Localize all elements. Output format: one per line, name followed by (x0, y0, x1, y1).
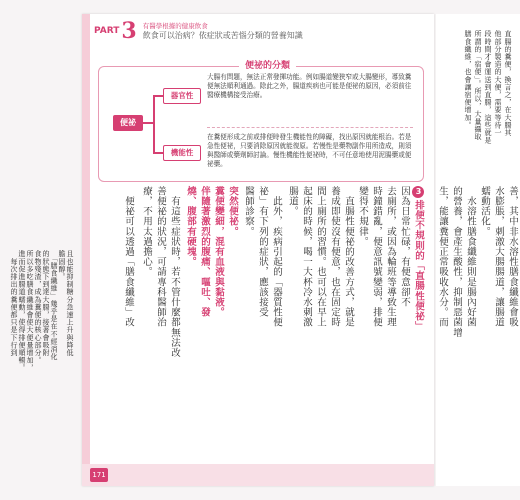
page-bottom-band (82, 464, 434, 486)
body-column: 因為日常忙碌，有便意卻不 (399, 186, 410, 308)
body-column: 進而促進腸道蠕動，使得排便順暢。 (18, 250, 26, 372)
body-column: 每次排出的糞便都只是下行到 (10, 250, 18, 357)
tree-connector (153, 95, 155, 153)
symptom-bullet: 突然便祕。 (227, 186, 238, 237)
chapter-subtitle: 有醫學根據的健康飲食 (142, 22, 208, 30)
body-column: 所以多吃膳食纖維會使大便量增加， (26, 250, 34, 372)
body-column: 間上廁所的習慣。也可以在早上 (315, 186, 326, 328)
body-column: 的狀態下到達大腸，接著會吸附 (42, 250, 50, 357)
book-page (82, 14, 434, 486)
body-column: 此外，疾病引起的「器質性便 (271, 186, 282, 328)
body-column: 祕」有下列的症狀，應該接受 (257, 186, 268, 318)
body-column: 膽固醇。 (58, 250, 66, 281)
body-column: 善，其中非水溶性膳食纖維會吸 (507, 186, 518, 328)
body-column: 生，能讓糞便正常吸收水分。而 (437, 186, 448, 328)
body-column: 起床的時候，喝一大杯冷水刺激 (301, 186, 312, 328)
category-organic-text: 大腸有問題，無法正常發揮功能。例如腸道變狹窄或大腸變形，導致糞便無法順利通過。除此之外，腸道疾病也可能是便祕的原因，必須前往醫療機構接受治療。 (207, 73, 412, 99)
body-column: 「膳食纖維」幾乎是在不經消化 (50, 250, 58, 361)
body-column: 水溶性膳食纖維則是腸內好菌 (465, 186, 476, 328)
category-organic-label: 器官性 (163, 88, 201, 104)
body-column: 有這些症狀時，若不管什麼都無法改 (169, 186, 180, 358)
symptom-bullet: 糞便變細，混有血液與黏液。 (213, 186, 224, 318)
body-column: 食物殘渣，成為糞便的核心部分。 (34, 250, 42, 364)
overflow-columns-right (440, 30, 516, 170)
tree-connector (153, 95, 163, 97)
body-column: 養成即使沒有便意，也在固定時 (329, 186, 340, 328)
chapter-number: 3 (121, 18, 137, 44)
section-number-badge: 3 (414, 187, 423, 197)
body-column: 的營養，會產生酸性，抑制惡菌增 (451, 186, 462, 338)
body-column: 療，不用太過擔心。 (141, 186, 152, 277)
tree-root-label: 便祕 (113, 115, 143, 131)
body-column: 水膨脹，刺激大腸腸道，讓腸道 (493, 186, 504, 328)
page-number: 171 (90, 468, 108, 482)
category-functional-label: 機能性 (163, 145, 201, 161)
page-side-stripe (82, 14, 90, 486)
body-column: 段時間才會運送到直腸，這些就是 (484, 30, 492, 144)
section-heading: 3排便不規則的「直腸性便祕」 (413, 187, 424, 332)
body-column: 他部分製造的大便，需要等待一 (494, 30, 502, 137)
body-column: 去廁所，或因為輪班等導致生理 (385, 186, 396, 328)
body-column: 便祕可以透過「膳食纖維」改 (123, 186, 134, 328)
chapter-title: 飲食可以治病？依症狀或苦惱分類的營養知識 (142, 31, 303, 40)
body-column: 善便祕的狀況，可請專科醫師治 (155, 186, 166, 328)
tree-connector (143, 122, 153, 124)
body-column: 變得不規律。 (357, 186, 368, 247)
constipation-classification-box (98, 61, 424, 182)
body-column: 所謂的「宿便」。所以，大量攝取 (474, 30, 482, 141)
body-column: 且也能抑制糖分急速上升與降低 (66, 250, 74, 357)
symptom-bullet: 燒、腹部有硬塊。 (185, 186, 196, 267)
tree-connector (153, 152, 163, 154)
body-column: 直腸的糞便，換言之，在大腸其 (504, 30, 512, 137)
body-column: 腸道。 (287, 186, 298, 217)
body-column: 直腸性便祕的改善方式，就是 (343, 186, 354, 328)
divider (207, 127, 413, 129)
chapter-part-label: PART (94, 26, 120, 36)
body-column: 膳食纖維，也會讓宿便增加。 (464, 30, 472, 129)
box-title: 便祕的分類 (239, 58, 296, 71)
chapter-header (94, 20, 303, 42)
overflow-columns (6, 250, 78, 480)
category-functional-text: 在糞便形成之前或排便時發生機能性的障礙，找出原因就能根治。若是急性便祕，只要消除原因就能復原。若慢性是藥物副作用所造成，則須與醫師或藥劑師討論。慢性機能性便祕時，不可任意地使用泥腸藥或便祕藥。 (207, 133, 412, 168)
body-column: 醫師診察。 (243, 186, 254, 237)
body-column: 蠕動活化。 (479, 186, 490, 237)
symptom-bullet: 伴隨著激烈的腹痛、嘔吐、發 (199, 186, 210, 318)
body-column: 時鐘錯亂，便意訊號變弱，排便 (371, 186, 382, 328)
